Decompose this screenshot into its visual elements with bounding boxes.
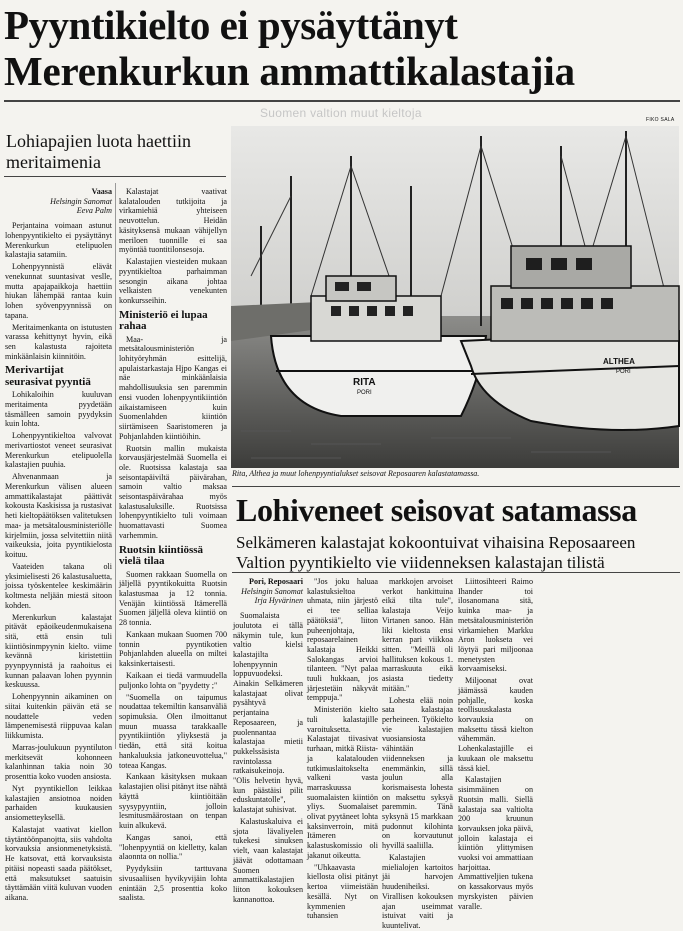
paragraph: Nyt pyyntikiellon leikkaa kalastajien ansiotnoa noiden parhaiden kuukausien ansiometteyksellä.	[5, 784, 112, 823]
paragraph: Lohikaloihin kuuluvan meritaimenta pyydetään täsmälleen samoin pyydyksin kuin lohta.	[5, 390, 112, 429]
crosshead: Ruotsin kiintiössä vielä tilaa	[119, 543, 204, 568]
paragraph: Kangas sanoi, että "lohenpyyntiä on kielletty, kalan alaonnta on nollia."	[119, 832, 227, 862]
harbor-photo	[231, 126, 679, 468]
boat-name-rita: RITA	[353, 377, 376, 388]
paragraph: Ruotsin mallin mukaista korvausjärjestelmää Suomella ei ole. Ruotsissa kalastaja saa seisontapäiviltä päivärahan, samoin valtio maksaa seisontaspäivärahaa myös kalastusaluksille. Ruotsissa lohenpyyntikielto tuli voimaan huomattavasti Suomea varhemmin.	[119, 443, 227, 540]
paragraph: Pyydyksiin tarttuvana sivusaaliisen hyvikyvijäin lohta enintään 2,5 prosenttia koko saalista.	[119, 864, 227, 903]
column-1	[5, 187, 112, 902]
photo-caption: Rita, Althea ja muut lohenpyyntialukset seisovat Reposaaren kalastatamassa.	[232, 469, 480, 478]
paragraph: Miljoonat ovat jäämässä kauden pohjalle, koska teollisuuskalasta korvauksia on maksettu tässä kielton vähemmän. Lohenkalastajille ei kuukaan ole maksettu tässä kiel.	[458, 676, 533, 773]
subheadline: Lohiapajien luota haettiin meritaimenia	[6, 131, 191, 172]
paragraph: Vaateiden takana oli yksimielisesti 26 kalastusaluetta, joissa työskentelee keskimäärin koltmesta neljään miestä sitoon kohden.	[5, 561, 112, 610]
column-2	[119, 187, 227, 903]
paragraph: Marras-joulukuun pyyntiluton merkitsevät kohonneen kalanhinnan takia noin 30 prosenttia koko vuoden ansiosta.	[5, 743, 112, 782]
paragraph: Kalastajien sisimmäinen on Ruotsin malli. Siellä kalastaja saa valtiolta 200 kruunun korvauksen joka päivä, jolloin kalastaja ei kiintiön ylittymisen vuoksi voi ammattiaan harjoittaa. Ammattiveljien tukena on kassakorvaus myös myrskyisten päivien varalle.	[458, 775, 533, 911]
headline-rule	[4, 100, 680, 102]
byline	[233, 577, 303, 606]
main-headline	[4, 2, 680, 94]
paragraph: Maa- ja metsätalousministeriön lohityöryhmän esittelijä, apulaistarkastaja Hjpo Kangas ei näe minkäänlaisia mahdollisuuksia sen paremmin ensi vuoden lohenpyyntikiintiön aikaistamiseen kuin Suomenlahden kiintiön siirtämiseen Saaristomeren ja Pohjanlahden kiintiöihin.	[119, 334, 227, 441]
paragraph: Ahvenanmaan ja Merenkurkun välisen alueen ammattikalastajat päättivät kokousta Kaskisissa ja rustasivat heti kieltopäätöksen valitetuksen maa- ja metsätalousministeriölle kirjelmiin, jossa selvitettiin niitä vaikeuksia, joita pyyntikielosta koituu.	[5, 472, 112, 559]
crosshead: Ministeriö ei lupaa rahaa	[119, 308, 208, 333]
headline-line-2: Merenkurkun ammattikalastajia	[4, 48, 575, 94]
paragraph: Kalastuskaluiva ei sjota lävaliyelen tukekesi sinuksen vielt, vaan kalastajat jäävät odottamaan Suomen ammattikalastajien liiton kokouksen kannanottoa.	[233, 817, 303, 904]
crosshead: Merivartijat seurasivat pyyntiä	[5, 364, 91, 388]
paragraph: markkojen arvoiset verkot hankittuina eikä tilta tule", kalastaja Veijo Virtanen sanoo. Hän liki kieltosta ensi kerran pari viikkoa sitten. "Meillä oli hallituksen kokous 1. marraskuuta eikä asiasta tiedetty mitään."	[382, 577, 453, 693]
column-6	[458, 577, 534, 911]
boat-port-althea: PORI	[616, 369, 631, 375]
boat-port-rita: PORI	[357, 390, 372, 396]
column-3	[233, 577, 303, 904]
column-5	[382, 577, 453, 930]
boat-name-althea: ALTHEA	[603, 357, 635, 366]
paragraph: Lohenpyynnin aikaminen on siitai kuitenkin päivän etä se noudattele veden lämpenemisestä riippuvaa kalan liikkumista.	[5, 692, 112, 741]
paragraph: Merenkurkun kalastajat pitävät epäoikeudenmukaisena sitä, että ensin tuli kiintiösinmpyynin kielto. viime kevännä kiristettiin pyynpyynnistä ja raahoitus ei kunnan palaavan lohen pyynnin keskuussa.	[5, 612, 112, 690]
paragraph: "Suomella on taipumus noudattaa tekemiltin kansanväliä sopimuksia. Olen ilmoittanut muun muassa tarakkaalle pyyntikiintiön yliyksestä ja tiedän, että sitä koitua hankaluuksia jatkoneuvottelua," toteaa Kangas.	[119, 692, 227, 770]
paragraph: Meritaimenkanta on istutusten varassa kehittynyt hyvin, eikä sen kalastusta rajoiteta minkäänlaisin kiinnitöin.	[5, 322, 112, 361]
paragraph: Ministeriön kielto tuli kalastajille varoituksetta. Kalastajat tiivasivat turhaan, mitkä Riista- ja kalatalouden tutkimuslaitokselta valkeni vasta marraskuussa suomalaisten kiintiön yliys. Suomalaiset olivat pyytäneet lohta kaksinverroin, mitä Itämeren kalastuskomissio oli jakanut oikeutta.	[307, 705, 378, 860]
fishing-boats-illustration	[231, 126, 679, 468]
paragraph: Kaikaan ei tiedä varmuudella puljonko lohta on "pyydetty ;"	[119, 670, 227, 690]
paragraph: Suomen rakkaan Suomella on jäljellä pyyntikokuitta Ruotsin kalastusmaa ja 12 tonnia. Venäjän kiintiössä Itämerellä Suomen jäljellä oleva kiintiö on 28 tonnia.	[119, 569, 227, 628]
dateline: Vaasa	[91, 187, 112, 196]
column-4	[307, 577, 378, 921]
paragraph: Kalastajat vaativat kiellon täytäntöönpanojtta, siis vahdolta korvauksia ansionmenetyksistä. He katsovat, että korvauksista pitäisi nopeasti saada päätökset, että maksutukset saatuisin täyttämään viitä kuluvan vuoden aikana.	[5, 825, 112, 902]
column-divider	[115, 183, 116, 749]
dateline: Pori, Reposaari	[249, 577, 303, 586]
paragraph: "Jos joku haluaa kalastuksieltoa uhmata, niin järjestö ei tee selliaa päätöksiä", liiton puheenjohtaja, reposaarelainen kalastaja Heikki Salokangas arvioi tilanteen. "Nyt palaa tuuli hukkaan, jos järjestetäin näkyvät temppuja."	[307, 577, 378, 703]
paper-name: Helsingin Sanomat	[241, 586, 303, 596]
paper-name: Helsingin Sanomat	[50, 196, 112, 206]
paragraph: Lohenpyyntikieltoa valvovat merivartiostot veneet seurasivat Merenkurkun etelipuolella kalastajien puuhia.	[5, 431, 112, 470]
paragraph: Suomalaista joulutota ei tällä näkymin tule, kun valtio kielsi kalastajilta lohenpyynnin loppuvuodeksi. Ainakin Selkämeren kalastajaat olivat pysähtyvä perjantaina Reposaareen, ja puolennantaa kalastajaa mietii pukkelssäsista ravintolassa ratkaisukeinoja. "Olis helvetin hyvä, kun päästäisi pilit eduskuntatolle", kalastajat suhisivat.	[233, 611, 303, 815]
deck-rule	[232, 572, 680, 573]
show-through-text: Suomen valtion muut kieltoja	[260, 106, 422, 120]
paragraph: Kalastajat vaativat kalatalouden tutkijoita ja virkamiehiä yhteiseen neuvottelun. Heidän käsityksensä mukaan vähijellyn meriloen tuonnille ei saa myöntää tuontitilonsesoja.	[119, 187, 227, 255]
story2-deck: Selkämeren kalastajat kokoontuivat vihaisina Reposaareen Valtion pyyntikielto vie viidenneksen kalastajan tilistä	[236, 533, 636, 572]
paragraph: Lohesta elää noin sata kalastajaa perheineen. Työkielto vie kalastajien vuosiansiosta vähintään viidenneksen ja enemmänkin, sillä joulun alla korismaisesta lohesta on maksettu syksyä paremmin. Tänä syksynä 15 markkaan pudonnut kilohinta on korvautunut hyvillä saaliilla.	[382, 695, 453, 851]
paragraph: Kalastajien mielialojen kartoitos jäi harvojen huudeniheiksi. Virallisen kokouksen ajan useimmat istuivat vaiti ja kuuntelivat.	[382, 853, 453, 930]
byline	[5, 187, 112, 216]
paragraph: "Uhkaavasta kiellosta olisi pitänyt kertoa viimeistään kesällä. Nyt on kymmenien tuhansien	[307, 862, 378, 921]
photo-credit: FIKO SALA	[646, 117, 675, 123]
paragraph: Lohenpyynnistä elävät venekunnat suuntasivat veslle, mutta apajapaikkoja haettiin hiukan lähempää rantaa kuin lohen syövenpyynnissä on tapana.	[5, 262, 112, 320]
subhead-rule	[4, 176, 226, 177]
caption-rule	[232, 486, 680, 487]
paragraph: Liittosihteeri Raimo Ihander toi ilosanomana sitä, kuinka maa- ja metsätalousministeriön virkamiehen Markku Aron luokseta vei löytyä pari miljoonaa menetysten korvaamiseksi.	[458, 577, 534, 674]
paragraph: Kankaan käsityksen mukaan kalastajien olisi pitänyt itse nähtä käyttä kiintiöitään syysypyyntiin, jolloin lesmitusmäärostaan on tenpan kuin alkukevä.	[119, 772, 227, 830]
headline-line-1: Pyyntikielto ei pysäyttänyt	[4, 2, 458, 48]
author-name: Eeva Palm	[76, 206, 112, 216]
paragraph: Perjantaina voimaan astunut lohenpyyntikielto ei pysäyttänyt Merenkurkun etelipuolen kalastajia satamiin.	[5, 221, 112, 260]
paragraph: Kalastajien viesteiden mukaan pyyntikieltoa parhaimman sesongin aikana johtaa velkaisten venekunten konkursseihin.	[119, 257, 227, 305]
story2-headline: Lohiveneet seisovat satamassa	[236, 492, 637, 528]
author-name: Irja Hyvärinen	[254, 596, 303, 606]
paragraph: Kankaan mukaan Suomen 700 tonnin pyyntikotien Pohjanlahden alueella on miltei kaksinkertaisesti.	[119, 629, 227, 669]
